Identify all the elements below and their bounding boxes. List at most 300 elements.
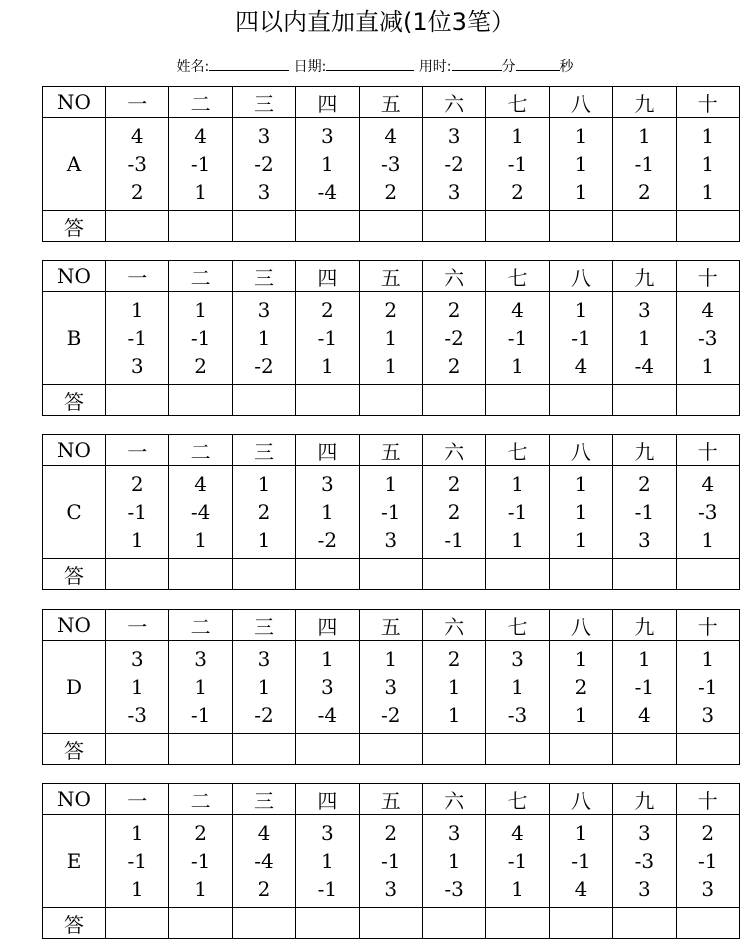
operand: 4: [701, 298, 715, 322]
answer-cell[interactable]: [486, 908, 549, 939]
operand: 3: [257, 124, 271, 148]
operand: 4: [637, 703, 651, 727]
seconds-label: 秒: [559, 59, 574, 75]
date-label: 日期:: [293, 59, 327, 75]
operand: 1: [511, 124, 524, 148]
operand: 1: [194, 528, 207, 552]
problem-cell: [676, 466, 739, 559]
operand: 4: [574, 354, 588, 378]
answer-cell[interactable]: [676, 211, 739, 242]
column-header: 四: [296, 435, 359, 466]
operand: 2: [194, 821, 207, 845]
answer-cell[interactable]: [359, 385, 422, 416]
operand: 1: [574, 152, 588, 176]
answer-cell[interactable]: [359, 908, 422, 939]
column-header: 八: [549, 784, 612, 815]
operand: 3: [257, 647, 271, 671]
column-header: 三: [232, 610, 295, 641]
operand: 1: [130, 821, 144, 845]
operand: 1: [257, 326, 271, 350]
problem-cell: [232, 292, 295, 385]
column-header: 七: [486, 784, 549, 815]
answer-cell[interactable]: [676, 559, 739, 590]
column-header: 十: [676, 261, 739, 292]
column-header: 二: [169, 261, 232, 292]
column-header: 三: [232, 435, 295, 466]
operand: -1: [571, 326, 591, 350]
problem-cell: [169, 641, 232, 734]
operand: -1: [381, 500, 401, 524]
operand: 1: [384, 472, 398, 496]
problem-cell: [422, 292, 485, 385]
operand: -1: [698, 849, 718, 873]
operand: 1: [447, 675, 461, 699]
answer-cell[interactable]: [422, 908, 485, 939]
problem-cell: [169, 815, 232, 908]
operand: 2: [257, 877, 271, 901]
problem-cell: [676, 118, 739, 211]
answer-cell[interactable]: [613, 559, 676, 590]
operand: 3: [321, 472, 334, 496]
minutes-label: 分: [501, 59, 516, 75]
operand: 3: [257, 298, 271, 322]
time-label: 用时:: [418, 59, 452, 75]
problem-cell: [486, 815, 549, 908]
problem-cell: [549, 118, 612, 211]
operand: -4: [317, 180, 338, 204]
operand: 4: [257, 821, 271, 845]
no-header: NO: [43, 261, 106, 292]
operand: -1: [190, 849, 211, 873]
operand: 3: [257, 180, 271, 204]
operand: 4: [701, 472, 715, 496]
answer-cell[interactable]: [613, 908, 676, 939]
operand: -4: [634, 354, 655, 378]
operand: 2: [701, 821, 715, 845]
operand: 3: [637, 298, 651, 322]
section-label: C: [43, 466, 106, 559]
operand: -1: [507, 152, 528, 176]
answer-cell[interactable]: [613, 734, 676, 765]
operand: 2: [384, 298, 398, 322]
operand: 1: [701, 647, 715, 671]
answer-cell[interactable]: [169, 385, 232, 416]
column-header: 四: [296, 261, 359, 292]
problem-cell: [169, 466, 232, 559]
column-header: 七: [486, 261, 549, 292]
operand: 4: [511, 298, 524, 322]
answer-cell[interactable]: [549, 559, 612, 590]
operand: -1: [317, 326, 338, 350]
answer-cell[interactable]: [169, 734, 232, 765]
operand: 1: [511, 472, 524, 496]
answer-cell[interactable]: [106, 211, 169, 242]
answer-cell[interactable]: [422, 734, 485, 765]
section-table: [42, 86, 740, 242]
problem-cell: [232, 118, 295, 211]
operand: 1: [574, 124, 588, 148]
operand: -4: [190, 500, 211, 524]
column-header: 七: [486, 87, 549, 118]
problem-cell: [486, 292, 549, 385]
problem-cell: [106, 641, 169, 734]
operand: -1: [444, 528, 464, 552]
name-blank[interactable]: [209, 58, 289, 71]
answer-cell[interactable]: [422, 385, 485, 416]
problem-cell: [106, 466, 169, 559]
operand: 3: [637, 528, 651, 552]
operand: 1: [637, 326, 651, 350]
problem-cell: [613, 292, 676, 385]
operand: 1: [574, 821, 588, 845]
operand: 1: [321, 849, 334, 873]
operand: 3: [321, 821, 334, 845]
operand: 3: [511, 647, 524, 671]
column-header: 六: [422, 610, 485, 641]
operand: 3: [447, 821, 461, 845]
problem-cell: [422, 466, 485, 559]
answer-cell[interactable]: [676, 908, 739, 939]
column-header: 四: [296, 784, 359, 815]
seconds-blank[interactable]: [516, 58, 560, 71]
operand: 1: [701, 354, 715, 378]
problem-cell: [549, 292, 612, 385]
problem-cell: [613, 815, 676, 908]
operand: 1: [574, 298, 588, 322]
answer-cell[interactable]: [676, 734, 739, 765]
problem-cell: [296, 118, 359, 211]
operand: 1: [321, 500, 334, 524]
operand: 3: [384, 675, 398, 699]
column-header: 三: [232, 261, 295, 292]
answer-cell[interactable]: [613, 385, 676, 416]
column-header: 八: [549, 435, 612, 466]
answer-cell[interactable]: [359, 559, 422, 590]
section-label: D: [43, 641, 106, 734]
column-header: 八: [549, 610, 612, 641]
operand: 1: [447, 849, 461, 873]
section-label: B: [43, 292, 106, 385]
operand: 1: [574, 500, 588, 524]
problem-cell: [169, 292, 232, 385]
problem-cell: [296, 466, 359, 559]
operand: 1: [511, 675, 524, 699]
operand: 2: [194, 354, 207, 378]
answer-cell[interactable]: [296, 559, 359, 590]
operand: 2: [130, 180, 144, 204]
answer-cell[interactable]: [169, 559, 232, 590]
no-header: NO: [43, 784, 106, 815]
operand: 1: [511, 877, 524, 901]
section-table: [42, 783, 740, 939]
operand: -1: [634, 500, 655, 524]
column-header: 一: [106, 610, 169, 641]
column-header: 七: [486, 610, 549, 641]
column-header: 三: [232, 87, 295, 118]
operand: 1: [384, 354, 398, 378]
answer-label: 答: [43, 211, 106, 242]
column-header: 四: [296, 610, 359, 641]
answer-cell[interactable]: [169, 908, 232, 939]
column-header: 十: [676, 784, 739, 815]
problem-cell: [676, 815, 739, 908]
operand: 2: [574, 675, 588, 699]
operand: 1: [194, 675, 207, 699]
answer-cell[interactable]: [106, 908, 169, 939]
operand: -2: [254, 703, 274, 727]
problem-cell: [359, 292, 422, 385]
operand: 3: [637, 877, 651, 901]
operand: -1: [507, 849, 528, 873]
problem-cell: [676, 641, 739, 734]
operand: -1: [127, 849, 147, 873]
problem-cell: [359, 118, 422, 211]
answer-cell[interactable]: [106, 385, 169, 416]
operand: -3: [507, 703, 528, 727]
answer-cell[interactable]: [296, 211, 359, 242]
answer-cell[interactable]: [486, 734, 549, 765]
problem-cell: [422, 815, 485, 908]
name-label: 姓名:: [176, 59, 210, 75]
problem-cell: [549, 641, 612, 734]
page-title: 四以内直加直减(1位3笔）: [235, 8, 515, 36]
operand: 1: [574, 703, 588, 727]
operand: 4: [194, 472, 207, 496]
operand: 3: [384, 528, 398, 552]
answer-label: 答: [43, 559, 106, 590]
column-header: 五: [359, 435, 422, 466]
no-header: NO: [43, 87, 106, 118]
operand: 2: [447, 647, 461, 671]
operand: -2: [317, 528, 338, 552]
column-header: 八: [549, 87, 612, 118]
operand: 2: [384, 821, 398, 845]
operand: 3: [194, 647, 207, 671]
operand: 1: [130, 675, 144, 699]
answer-cell[interactable]: [359, 211, 422, 242]
answer-cell[interactable]: [486, 211, 549, 242]
operand: 2: [384, 180, 398, 204]
operand: 1: [574, 180, 588, 204]
operand: -2: [254, 152, 274, 176]
answer-cell[interactable]: [106, 734, 169, 765]
operand: 2: [447, 472, 461, 496]
operand: 1: [321, 647, 334, 671]
answer-cell[interactable]: [613, 211, 676, 242]
column-header: 四: [296, 87, 359, 118]
problem-cell: [232, 815, 295, 908]
operand: -1: [634, 152, 655, 176]
answer-cell[interactable]: [549, 385, 612, 416]
operand: -2: [254, 354, 274, 378]
info-line: [0, 56, 750, 76]
column-header: 一: [106, 261, 169, 292]
operand: 1: [384, 647, 398, 671]
column-header: 九: [613, 435, 676, 466]
column-header: 六: [422, 261, 485, 292]
operand: 4: [511, 821, 524, 845]
operand: 1: [701, 124, 715, 148]
operand: -3: [698, 326, 718, 350]
answer-cell[interactable]: [232, 908, 295, 939]
operand: -1: [190, 152, 211, 176]
column-header: 九: [613, 87, 676, 118]
operand: 1: [130, 877, 144, 901]
operand: 1: [257, 675, 271, 699]
operand: 1: [511, 354, 524, 378]
operand: -1: [634, 675, 655, 699]
problem-cell: [422, 641, 485, 734]
operand: 3: [130, 647, 144, 671]
problem-cell: [486, 466, 549, 559]
problem-cell: [613, 641, 676, 734]
answer-cell[interactable]: [296, 734, 359, 765]
operand: 1: [194, 180, 207, 204]
operand: 3: [130, 354, 144, 378]
operand: -1: [190, 326, 211, 350]
operand: 2: [321, 298, 334, 322]
problem-cell: [232, 466, 295, 559]
answer-cell[interactable]: [422, 211, 485, 242]
operand: -1: [127, 500, 147, 524]
operand: -4: [317, 703, 338, 727]
column-header: 二: [169, 87, 232, 118]
answer-cell[interactable]: [296, 385, 359, 416]
operand: 1: [130, 298, 144, 322]
answer-cell[interactable]: [422, 559, 485, 590]
operand: 1: [701, 152, 715, 176]
operand: -3: [698, 500, 718, 524]
operand: -1: [190, 703, 211, 727]
operand: 3: [701, 703, 715, 727]
answer-label: 答: [43, 908, 106, 939]
answer-cell[interactable]: [486, 385, 549, 416]
column-header: 二: [169, 784, 232, 815]
operand: 1: [194, 877, 207, 901]
column-header: 一: [106, 87, 169, 118]
problem-cell: [359, 641, 422, 734]
problem-cell: [359, 815, 422, 908]
answer-cell[interactable]: [549, 908, 612, 939]
operand: -1: [381, 849, 401, 873]
problem-cell: [296, 815, 359, 908]
column-header: 二: [169, 610, 232, 641]
answer-cell[interactable]: [232, 385, 295, 416]
problem-cell: [106, 292, 169, 385]
section-table: [42, 434, 740, 590]
operand: 1: [447, 703, 461, 727]
answer-cell[interactable]: [232, 559, 295, 590]
column-header: 六: [422, 87, 485, 118]
operand: 3: [384, 877, 398, 901]
answer-cell[interactable]: [549, 211, 612, 242]
operand: -3: [381, 152, 401, 176]
operand: -1: [571, 849, 591, 873]
problem-cell: [106, 118, 169, 211]
operand: 1: [701, 180, 715, 204]
answer-cell[interactable]: [296, 908, 359, 939]
column-header: 一: [106, 435, 169, 466]
column-header: 九: [613, 610, 676, 641]
column-header: 六: [422, 784, 485, 815]
answer-cell[interactable]: [486, 559, 549, 590]
operand: -1: [317, 877, 338, 901]
section-label: E: [43, 815, 106, 908]
operand: 2: [257, 500, 271, 524]
column-header: 十: [676, 610, 739, 641]
operand: -4: [254, 849, 274, 873]
column-header: 五: [359, 610, 422, 641]
operand: 2: [637, 180, 651, 204]
operand: 4: [194, 124, 207, 148]
answer-label: 答: [43, 385, 106, 416]
column-header: 九: [613, 261, 676, 292]
operand: 2: [447, 354, 461, 378]
operand: 1: [130, 528, 144, 552]
section-table: [42, 609, 740, 765]
answer-cell[interactable]: [106, 559, 169, 590]
operand: -1: [507, 326, 528, 350]
no-header: NO: [43, 610, 106, 641]
column-header: 二: [169, 435, 232, 466]
problem-cell: [613, 118, 676, 211]
operand: -2: [444, 326, 464, 350]
operand: 1: [194, 298, 207, 322]
column-header: 七: [486, 435, 549, 466]
operand: 3: [447, 124, 461, 148]
operand: -1: [698, 675, 718, 699]
operand: 3: [701, 877, 715, 901]
column-header: 八: [549, 261, 612, 292]
operand: -3: [127, 703, 147, 727]
problem-cell: [296, 641, 359, 734]
operand: -1: [127, 326, 147, 350]
minutes-blank[interactable]: [452, 58, 502, 71]
operand: 1: [257, 528, 271, 552]
problem-cell: [296, 292, 359, 385]
answer-label: 答: [43, 734, 106, 765]
column-header: 五: [359, 261, 422, 292]
answer-cell[interactable]: [549, 734, 612, 765]
operand: 1: [321, 152, 334, 176]
operand: -2: [381, 703, 401, 727]
operand: 3: [321, 675, 334, 699]
column-header: 九: [613, 784, 676, 815]
column-header: 十: [676, 435, 739, 466]
answer-cell[interactable]: [169, 211, 232, 242]
operand: -1: [507, 500, 528, 524]
problem-cell: [549, 466, 612, 559]
problem-cell: [106, 815, 169, 908]
date-blank[interactable]: [326, 58, 414, 71]
column-header: 五: [359, 87, 422, 118]
operand: 1: [574, 528, 588, 552]
answer-cell[interactable]: [676, 385, 739, 416]
operand: -2: [444, 152, 464, 176]
operand: 2: [130, 472, 144, 496]
operand: 1: [384, 326, 398, 350]
problem-cell: [676, 292, 739, 385]
operand: 1: [701, 528, 715, 552]
operand: -3: [127, 152, 147, 176]
answer-cell[interactable]: [232, 734, 295, 765]
problem-cell: [232, 641, 295, 734]
operand: 3: [321, 124, 334, 148]
answer-cell[interactable]: [359, 734, 422, 765]
problem-cell: [359, 466, 422, 559]
answer-cell[interactable]: [232, 211, 295, 242]
operand: 1: [637, 124, 651, 148]
